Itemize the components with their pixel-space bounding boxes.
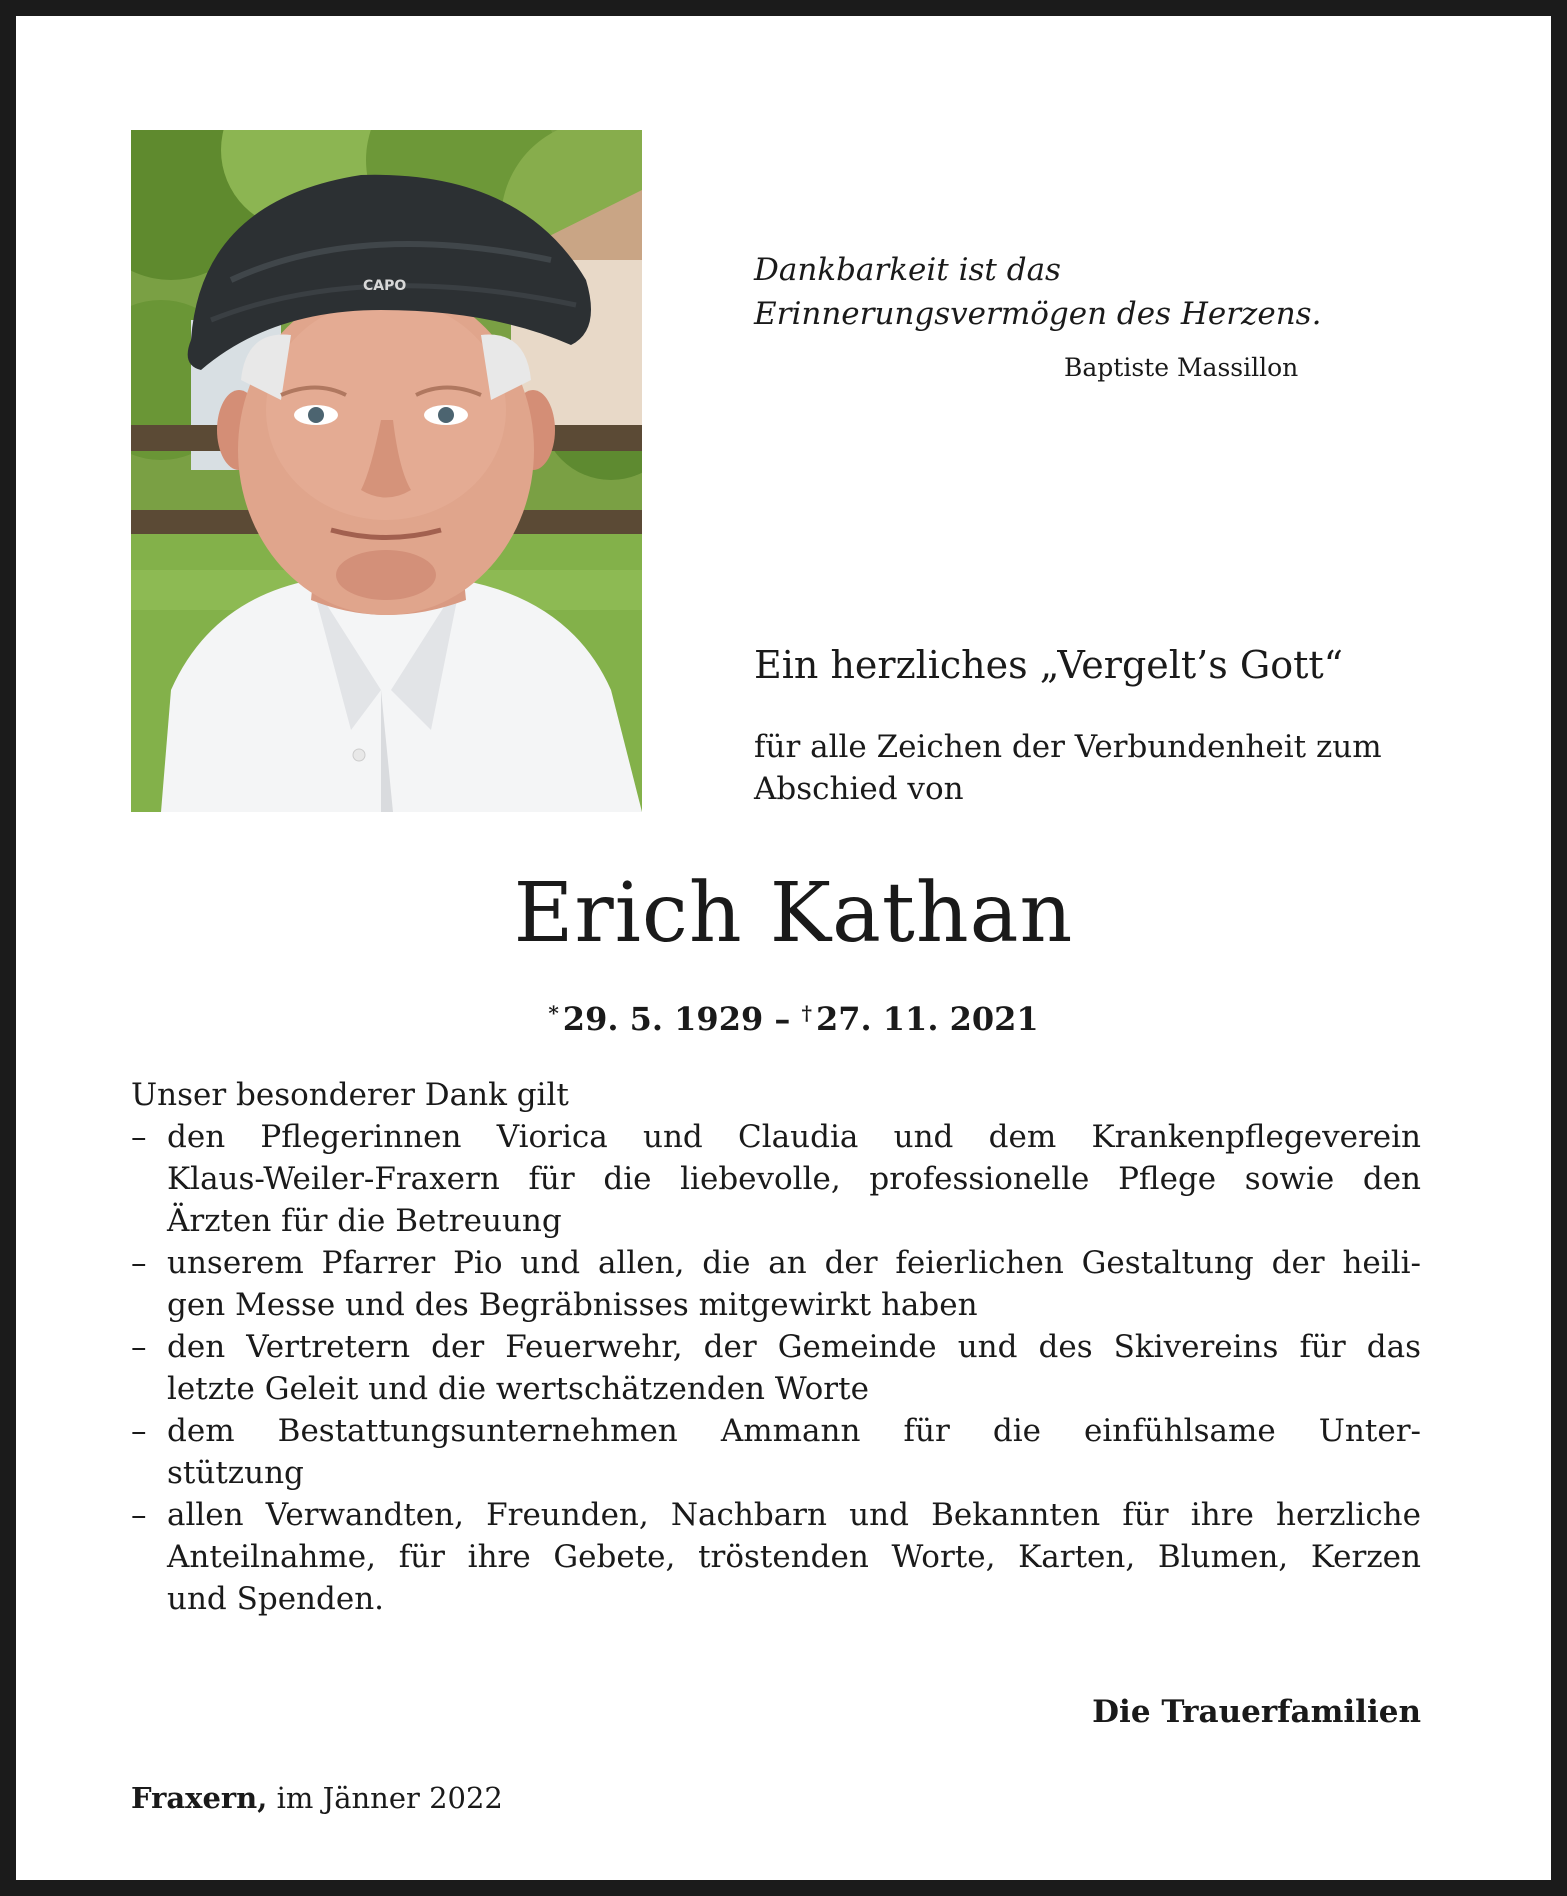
quote-line: Dankbarkeit ist das [754,252,1061,288]
list-dash: – [131,1119,147,1155]
list-item-line: Klaus-Weiler-Fraxern für die liebevolle, professionelle Pflege sowie den [167,1161,1421,1197]
intro-line: für alle Zeichen der Verbundenheit zum [754,729,1382,765]
place-date [131,1778,503,1818]
cap-logo: CAPO [363,278,407,294]
intro-text [754,726,1474,810]
list-item [131,1116,1421,1242]
thanks-list [131,1074,1421,1620]
list-item-line: allen Verwandten, Freunden, Nachbarn und Bekannten für ihre herzliche [167,1497,1421,1533]
list-item-line: unserem Pfarrer Pio und allen, die an der feierlichen Gestaltung der heili- [167,1245,1421,1281]
list-dash: – [131,1329,147,1365]
list-item-line: stützung [167,1455,304,1491]
quote-line: Erinnerungsvermögen des Herzens. [754,296,1322,332]
list-item-line: gen Messe und des Begräbnisses mitgewirkt haben [167,1287,978,1323]
quote-block [754,248,1354,386]
list-item-line: dem Bestattungsunternehmen Ammann für die einfühlsame Unter- [167,1413,1421,1449]
list-item [131,1326,1421,1410]
intro-line: Abschied von [754,771,964,807]
list-dash: – [131,1497,147,1533]
list-dash: – [131,1413,147,1449]
signature: Die Trauerfamilien [1092,1694,1421,1730]
list-item-line: Ärzten für die Betreuung [167,1203,562,1239]
quote-author: Baptiste Massillon [1064,353,1299,382]
list-item-line: Anteilnahme, für ihre Gebete, tröstenden Worte, Karten, Blumen, Kerzen [167,1539,1421,1575]
list-item [131,1410,1421,1494]
life-dates [16,991,1551,1041]
death-date: 27. 11. 2021 [815,1000,1039,1038]
birth-date: 29. 5. 1929 [562,1000,764,1038]
deceased-name: Erich Kathan [513,866,1074,961]
list-item-line: letzte Geleit und die wertschätzenden Worte [167,1371,869,1407]
place-town: Fraxern, [131,1781,268,1815]
thanks-heading: Ein herzliches „Vergelt’s Gott“ [754,643,1344,687]
obituary-card [16,16,1551,1880]
death-symbol: † [801,1001,812,1025]
list-dash: – [131,1245,147,1281]
list-item-line: und Spenden. [167,1581,385,1617]
place-month: im Jänner 2022 [276,1781,503,1815]
date-separator: – [763,1000,802,1038]
list-item-line: den Pflegerinnen Viorica und Claudia und dem Krankenpflegeverein [167,1119,1421,1155]
list-item [131,1242,1421,1326]
list-item-line: den Vertretern der Feuerwehr, der Gemeinde und des Skivereins für das [167,1329,1421,1365]
portrait-photo [131,130,642,812]
list-item [131,1494,1421,1620]
thanks-list-heading: Unser besonderer Dank gilt [131,1077,569,1113]
birth-symbol: * [548,1001,559,1025]
